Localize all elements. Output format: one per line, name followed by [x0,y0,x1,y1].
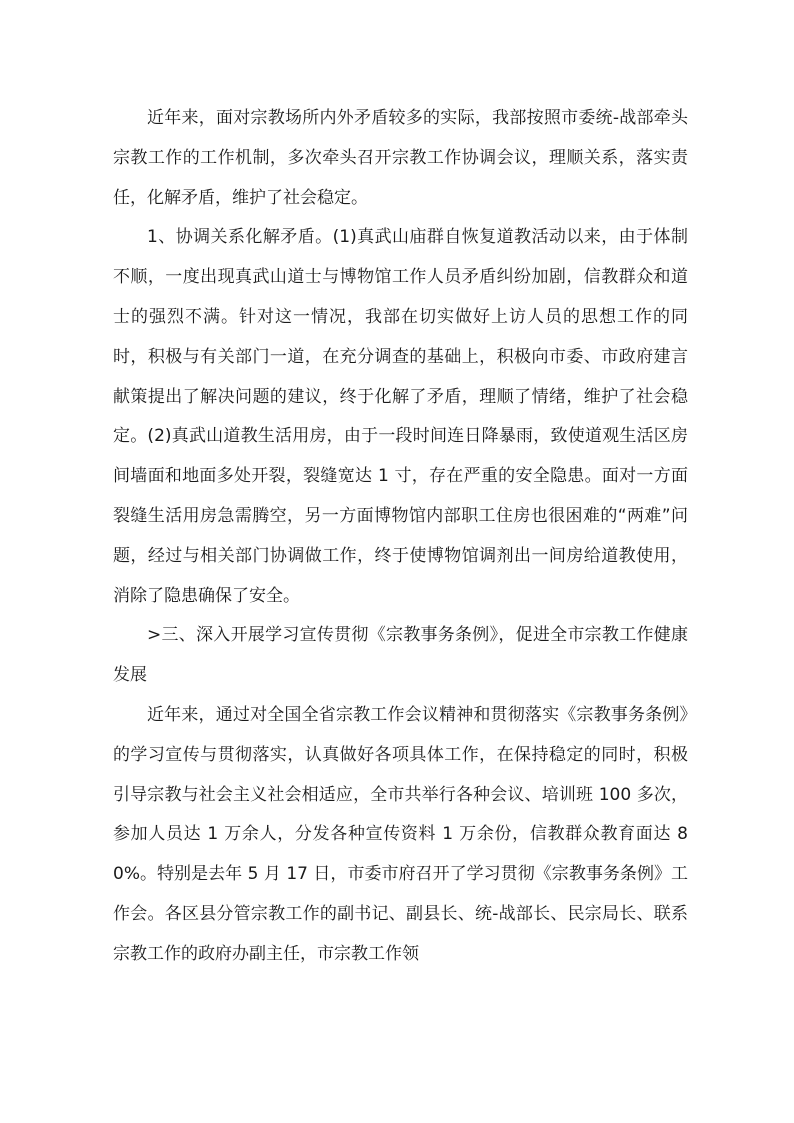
paragraph-coordination: 1、协调关系化解矛盾。(1)真武山庙群自恢复道教活动以来，由于体制不顺，一度出现真武山道士与博物馆工作人员矛盾纠纷加剧，信教群众和道士的强烈不满。针对这一情况，我部在切实做好上访人员的思想工作的同时，积极与有关部门一道，在充分调查的基础上，积极向市委、市政府建言献策提出了解决问题的建议，终于化解了矛盾，理顺了情绪，维护了社会稳定。(2)真武山道教生活用房，由于一段时间连日降暴雨，致使道观生活区房间墙面和地面多处开裂，裂缝宽达 1 寸，存在严重的安全隐患。面对一方面裂缝生活用房急需腾空，另一方面博物馆内部职工住房也很困难的“两难”问题，经过与相关部门协调做工作，终于使博物馆调剂出一间房给道教使用，消除了隐患确保了安全。 [113,227,688,606]
document-body [113,99,688,975]
paragraph-regulations: 近年来，通过对全国全省宗教工作会议精神和贯彻落实《宗教事务条例》的学习宣传与贯彻落实，认真做好各项具体工作，在保持稳定的同时，积极引导宗教与社会主义社会相适应，全市共举行各种会议、培训班 100 多次，参加人员达 1 万余人，分发各种宣传资料 1 万余份，信教群众教育面达 80%。特别是去年 5 月 17 日，市委市府召开了学习贯彻《宗教事务条例》工作会。各区县分管宗教工作的副书记、副县长、统-战部长、民宗局长、联系宗教工作的政府办副主任，市宗教工作领 [113,704,688,964]
paragraph-intro: 近年来，面对宗教场所内外矛盾较多的实际，我部按照市委统-战部牵头宗教工作的工作机制，多次牵头召开宗教工作协调会议，理顺关系，落实责任，化解矛盾，维护了社会稳定。 [113,108,688,208]
section-heading-three: >三、深入开展学习宣传贯彻《宗教事务条例》，促进全市宗教工作健康发展 [113,625,688,686]
